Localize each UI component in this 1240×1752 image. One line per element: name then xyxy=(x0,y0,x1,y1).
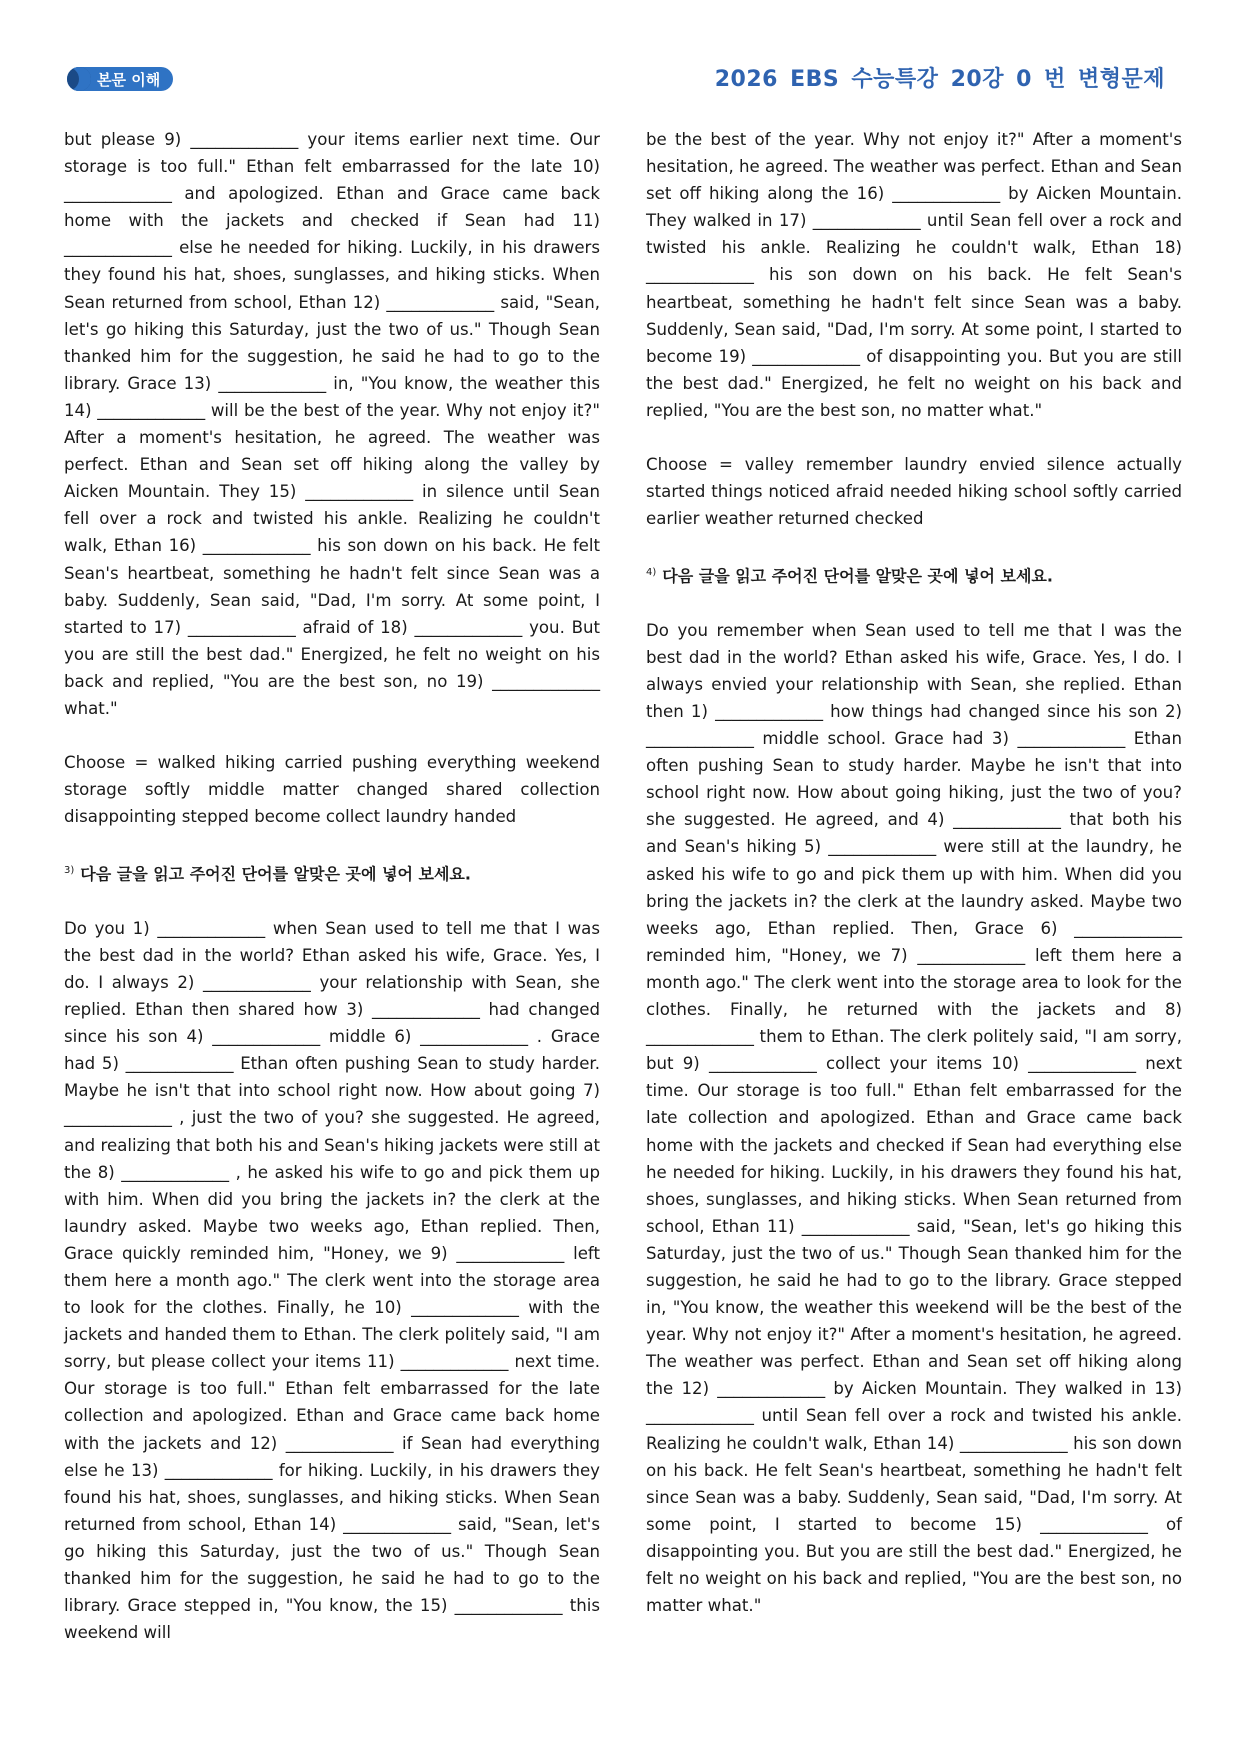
question-number: 3) xyxy=(64,865,75,877)
half-circle-icon xyxy=(67,67,91,91)
word-bank: Choose = valley remember laundry envied silence actually started things noticed afraid needed hiking school softly carried earlier weather returned checked xyxy=(646,455,1182,529)
question-instruction: 다음 글을 읽고 주어진 단어를 알맞은 곳에 넣어 보세요. xyxy=(80,864,471,884)
page-title: 2026 EBS 수능특강 20강 0 번 변형문제 xyxy=(714,67,1165,92)
exercise-passage: Do you 1) _____________ when Sean used to tell me that I was the best dad in the world? Ethan asked his wife, Grace. Yes, I do. I always 2) _____________ your relationship with Sean, she replied. Ethan then shared how 3) _____________ had changed since his son 4) _____________ middle 6) _____________ . Grace had 5) _____________ Ethan often pushing Sean to study harder. Maybe he isn't that into school right now. How about going 7) _____________ , just the two of you? she suggested. He agreed, and realizing that both his and Sean's hiking jackets were still at the 8) _____________ , he asked his wife to go and pick them up with him. When did you bring the jackets in? the clerk at the laundry asked. Maybe two weeks ago, Ethan replied. Then, Grace quickly reminded him, "Honey, we 9) _____________ left them here a month ago." The clerk went into the storage area to look for the clothes. Finally, he 10) _____________ with the jackets and handed them to Ethan. The clerk politely said, "I am sorry, but please collect your items 11) _____________ next time. Our storage is too full." Ethan felt embarrassed for the late collection and apologized. Ethan and Grace came back home with the jackets and 12) _____________ if Sean had everything else he 13) _____________ for hiking. Luckily, in his drawers they found his hat, shoes, sunglasses, and hiking sticks. When Sean returned from school, Ethan 14) _____________ said, "Sean, let's go hiking this Saturday, just the two of us." Though Sean thanked him for the suggestion, he said he had to go to the library. Grace stepped in, "You know, the 15) _____________ this weekend will xyxy=(64,918,600,1643)
exercise-passage: Do you remember when Sean used to tell me that I was the best dad in the world? Ethan asked his wife, Grace. Yes, I do. I always envied your relationship with Sean, she replied. Ethan then 1) _____________ how things had changed since his son 2) _____________ middle school. Grace had 3) _____________ Ethan often pushing Sean to study harder. Maybe he isn't that into school right now. How about going hiking, just the two of you? she suggested. He agreed, and 4) _____________ that both his and Sean's hiking 5) _____________ were still at the laundry, he asked his wife to go and pick them up with him. When did you bring the jackets in? the clerk at the laundry asked. Maybe two weeks ago, Ethan replied. Then, Grace 6) _____________ reminded him, "Honey, we 7) _____________ left them here a month ago." The clerk went into the storage area to look for the clothes. Finally, he returned with the jackets and 8) _____________ them to Ethan. The clerk politely said, "I am sorry, but 9) _____________ collect your items 10) _____________ next time. Our storage is too full." Ethan felt embarrassed for the late collection and apologized. Ethan and Grace came back home with the jackets and checked if Sean had everything else he needed for hiking. Luckily, in his drawers they found his hat, shoes, sunglasses, and hiking sticks. When Sean returned from school, Ethan 11) _____________ said, "Sean, let's go hiking this Saturday, just the two of us." Though Sean thanked him for the suggestion, he said he had to go to the library. Grace stepped in, "You know, the weather this weekend will be the best of the year. Why not enjoy it?" After a moment's hesitation, he agreed. The weather was perfect. Ethan and Sean set off hiking along the 12) _____________ by Aicken Mountain. They walked in 13) _____________ until Sean fell over a rock and twisted his ankle. Realizing he couldn't walk, Ethan 14) _____________ his son down on his back. He felt Sean's heartbeat, something he hadn't felt since Sean was a baby. Suddenly, Sean said, "Dad, I'm sorry. At some point, I started to become 15) _____________ of disappointing you. But you are still the best dad." Energized, he felt no weight on his back and replied, "You are the best son, no matter what." xyxy=(646,620,1182,1616)
question-heading xyxy=(64,857,600,887)
right-column xyxy=(646,126,1182,1619)
exercise-passage-continued: be the best of the year. Why not enjoy it?" After a moment's hesitation, he agreed. The weather was perfect. Ethan and Sean set off hiking along the 16) _____________ by Aicken Mountain. They walked in 17) _____________ until Sean fell over a rock and twisted his ankle. Realizing he couldn't walk, Ethan 18) _____________ his son down on his back. He felt Sean's heartbeat, something he hadn't felt since Sean was a baby. Suddenly, Sean said, "Dad, I'm sorry. At some point, I started to become 19) _____________ of disappointing you. But you are still the best dad." Energized, he felt no weight on his back and replied, "You are the best son, no matter what." xyxy=(646,130,1182,420)
word-bank: Choose = walked hiking carried pushing everything weekend storage softly middle matter changed shared collection disappointing stepped become collect laundry handed xyxy=(64,753,600,827)
question-heading xyxy=(646,559,1182,589)
section-badge xyxy=(67,67,173,91)
question-instruction: 다음 글을 읽고 주어진 단어를 알맞은 곳에 넣어 보세요. xyxy=(662,566,1053,586)
question-number: 4) xyxy=(646,567,657,579)
section-badge-label: 본문 이해 xyxy=(97,70,161,89)
exercise-passage-continued: but please 9) _____________ your items earlier next time. Our storage is too full." Ethan felt embarrassed for the late 10) _____________ and apologized. Ethan and Grace came back home with the jackets and checked if Sean had 11) _____________ else he needed for hiking. Luckily, in his drawers they found his hat, shoes, sunglasses, and hiking sticks. When Sean returned from school, Ethan 12) _____________ said, "Sean, let's go hiking this Saturday, just the two of us." Though Sean thanked him for the suggestion, he said he had to go to the library. Grace 13) _____________ in, "You know, the weather this 14) _____________ will be the best of the year. Why not enjoy it?" After a moment's hesitation, he agreed. The weather was perfect. Ethan and Sean set off hiking along the valley by Aicken Mountain. They 15) _____________ in silence until Sean fell over a rock and twisted his ankle. Realizing he couldn't walk, Ethan 16) _____________ his son down on his back. He felt Sean's heartbeat, something he hadn't felt since Sean was a baby. Suddenly, Sean said, "Dad, I'm sorry. At some point, I started to 17) _____________ afraid of 18) _____________ you. But you are still the best dad." Energized, he felt no weight on his back and replied, "You are the best son, no 19) _____________ what." xyxy=(64,130,600,718)
left-column xyxy=(64,126,600,1646)
page-header xyxy=(0,0,1240,110)
